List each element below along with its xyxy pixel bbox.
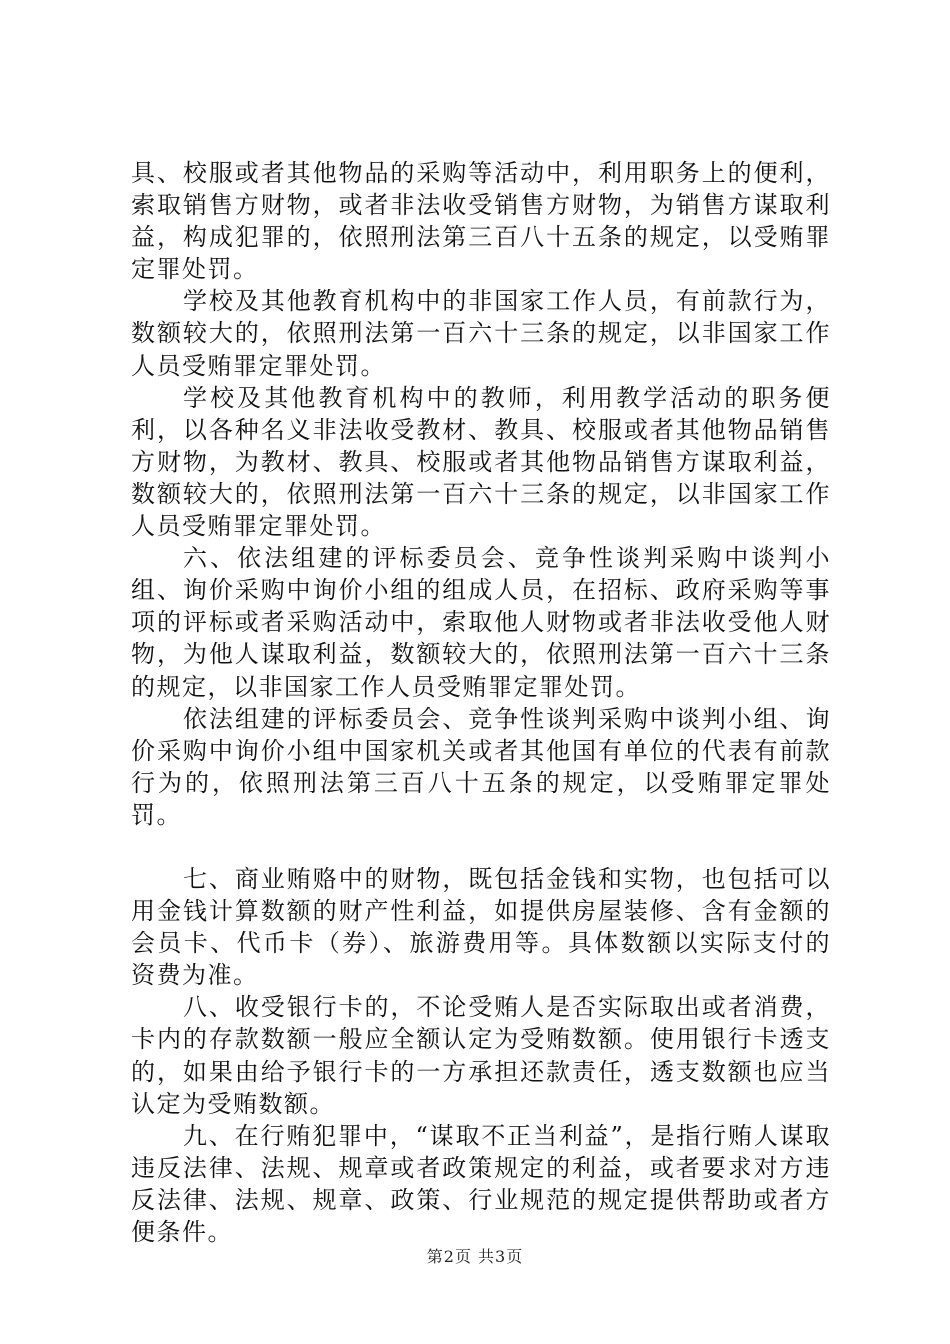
- paragraph-item-7: 七、商业贿赂中的财物，既包括金钱和实物，也包括可以用金钱计算数额的财产性利益，如提供房屋装修、含有金额的会员卡、代币卡（券）、旅游费用等。具体数额以实际支付的资费为准。: [131, 864, 831, 990]
- paragraph-continuation: 具、校服或者其他物品的采购等活动中，利用职务上的便利，索取销售方财物，或者非法收受销售方财物，为销售方谋取利益，构成犯罪的，依照刑法第三百八十五条的规定，以受贿罪定罪处罚。: [131, 159, 831, 284]
- paragraph-non-state-staff: 学校及其他教育机构中的非国家工作人员，有前款行为，数额较大的，依照刑法第一百六十三条的规定，以非国家工作人员受贿罪定罪处罚。: [131, 287, 831, 380]
- paragraph-item-6: 六、依法组建的评标委员会、竞争性谈判采购中谈判小组、询价采购中询价小组的组成人员，在招标、政府采购等事项的评标或者采购活动中，索取他人财物或者非法收受他人财物，为他人谋取利益，数额较大的，依照刑法第一百六十三条的规定，以非国家工作人员受贿罪定罪处罚。: [131, 544, 831, 701]
- paragraph-item-8: 八、收受银行卡的，不论受贿人是否实际取出或者消费，卡内的存款数额一般应全额认定为受贿数额。使用银行卡透支的，如果由给予银行卡的一方承担还款责任，透支数额也应当认定为受贿数额。: [131, 993, 831, 1118]
- paragraph-item-6-state-representatives: 依法组建的评标委员会、竞争性谈判采购中谈判小组、询价采购中询价小组中国家机关或者其他国有单位的代表有前款行为的，依照刑法第三百八十五条的规定，以受贿罪定罪处罚。: [131, 704, 831, 829]
- page-number-footer: 第2页 共3页: [426, 1247, 524, 1266]
- paragraph-teachers: 学校及其他教育机构中的教师，利用教学活动的职务便利，以各种名义非法收受教材、教具、校服或者其他物品销售方财物，为教材、教具、校服或者其他物品销售方谋取利益，数额较大的，依照刑法第一百六十三条的规定，以非国家工作人员受贿罪定罪处罚。: [131, 383, 831, 541]
- paragraph-item-9: 九、在行贿犯罪中，“谋取不正当利益”，是指行贿人谋取违反法律、法规、规章或者政策规定的利益，或者要求对方违反法律、法规、规章、政策、行业规范的规定提供帮助或者方便条件。: [131, 1121, 831, 1246]
- document-body: [131, 157, 831, 1248]
